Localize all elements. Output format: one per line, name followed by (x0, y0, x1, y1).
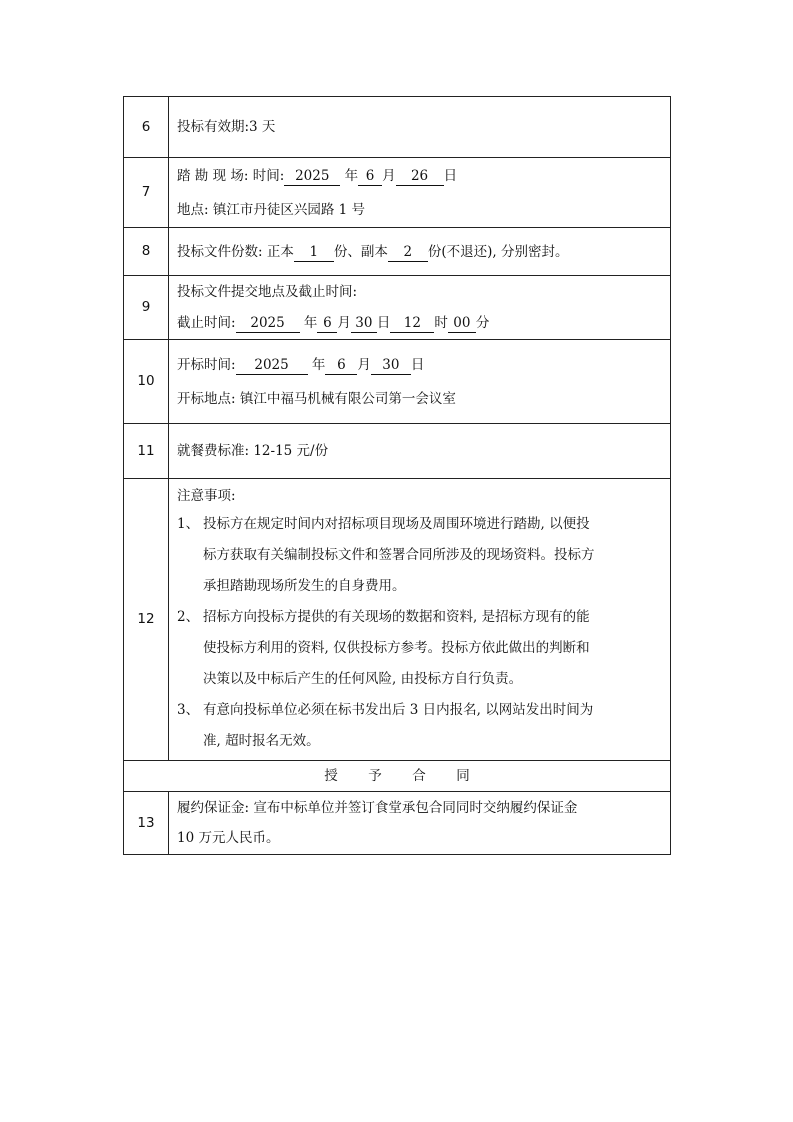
opening-month: 6 (325, 357, 357, 375)
section-heading-char: 合 (412, 767, 426, 784)
row-number: 7 (124, 158, 169, 228)
row-content (169, 228, 671, 276)
deadline-hour: 12 (390, 315, 434, 333)
note-line: 使投标方利用的资料, 仅供投标方参考。投标方依此做出的判断和 (203, 639, 590, 656)
bid-validity-text: 投标有效期:3 天 (177, 119, 276, 135)
bid-copies-suffix: 份(不退还), 分别密封。 (427, 243, 569, 260)
opening-time (177, 348, 664, 382)
bid-copies-text (177, 234, 664, 270)
row-number: 12 (124, 479, 169, 761)
meal-fee-text: 就餐费标准: 12-15 元/份 (177, 443, 329, 459)
section-heading-char: 授 (324, 767, 338, 784)
section-heading-char: 同 (456, 767, 470, 784)
opening-time-label: 开标时间: (177, 356, 236, 373)
row-content (169, 424, 671, 479)
row-number: 10 (124, 340, 169, 424)
hour-unit: 时 (434, 314, 448, 331)
row-number: 8 (124, 228, 169, 276)
month-unit: 月 (337, 314, 351, 331)
note-item (177, 602, 664, 695)
deadline-minute: 00 (448, 315, 476, 333)
month-unit: 月 (382, 167, 396, 184)
table-row (124, 479, 671, 761)
table-row (124, 424, 671, 479)
minute-unit: 分 (475, 314, 490, 331)
site-visit-month: 6 (358, 168, 382, 186)
deadline-year: 2025 (236, 315, 300, 333)
note-number: 3、 (177, 701, 200, 718)
note-number: 2、 (177, 608, 200, 625)
row-content (169, 340, 671, 424)
note-number: 1、 (177, 515, 200, 532)
month-unit: 月 (357, 356, 371, 373)
note-line: 承担踏勘现场所发生的自身费用。 (203, 577, 406, 594)
row-content (169, 276, 671, 340)
deadline-label: 截止时间: (177, 314, 236, 331)
row-content (169, 158, 671, 228)
copy-label: 份、副本 (333, 243, 388, 260)
bid-copies-label: 投标文件份数: 正本 (177, 243, 294, 260)
copy-count: 2 (388, 244, 428, 262)
site-visit-time (177, 159, 664, 193)
row-content (169, 792, 671, 855)
row-content (169, 97, 671, 158)
note-line: 标方获取有关编制投标文件和签署合同所涉及的现场资料。投标方 (203, 546, 595, 563)
day-unit: 日 (443, 167, 458, 184)
row-number: 9 (124, 276, 169, 340)
site-visit-location: 地点: 镇江市丹徒区兴园路 1 号 (177, 201, 366, 218)
section-heading (124, 761, 671, 792)
year-unit: 年 (311, 356, 326, 373)
note-item (177, 509, 664, 602)
submission-heading: 投标文件提交地点及截止时间: (177, 283, 358, 300)
table-row (124, 158, 671, 228)
opening-year: 2025 (236, 357, 308, 375)
table-row (124, 761, 671, 792)
site-visit-year: 2025 (284, 168, 340, 186)
site-visit-label: 踏 勘 现 场: 时间: (177, 167, 285, 184)
note-line: 招标方向投标方提供的有关现场的数据和资料, 是招标方现有的能 (203, 608, 590, 625)
performance-bond-line: 10 万元人民币。 (177, 830, 280, 846)
table-row (124, 340, 671, 424)
row-number: 6 (124, 97, 169, 158)
note-line: 决策以及中标后产生的任何风险, 由投标方自行负责。 (203, 670, 523, 687)
note-line: 准, 超时报名无效。 (203, 732, 320, 749)
note-line: 有意向投标单位必须在标书发出后 3 日内报名, 以网站发出时间为 (203, 701, 594, 718)
opening-location: 开标地点: 镇江中福马机械有限公司第一会议室 (177, 390, 456, 407)
day-unit: 日 (410, 356, 425, 373)
site-visit-day: 26 (396, 168, 444, 186)
notes-content (169, 479, 671, 761)
note-line: 投标方在规定时间内对招标项目现场及周围环境进行踏勘, 以便投 (203, 515, 590, 532)
section-heading-char: 予 (368, 767, 382, 784)
table-row (124, 228, 671, 276)
row-number: 13 (124, 792, 169, 855)
table-row (124, 792, 671, 855)
opening-day: 30 (371, 357, 411, 375)
row-number: 11 (124, 424, 169, 479)
notes-title: 注意事项: (177, 487, 236, 504)
year-unit: 年 (303, 314, 318, 331)
deadline-month: 6 (317, 315, 337, 333)
performance-bond-line: 履约保证金: 宣布中标单位并签订食堂承包合同同时交纳履约保证金 (177, 800, 578, 816)
table-row (124, 276, 671, 340)
original-count: 1 (294, 244, 334, 262)
day-unit: 日 (376, 314, 391, 331)
deadline-day: 30 (351, 315, 377, 333)
note-item (177, 695, 664, 757)
deadline-time (177, 307, 664, 339)
table-row (124, 97, 671, 158)
year-unit: 年 (344, 167, 359, 184)
bid-info-table (123, 96, 671, 855)
